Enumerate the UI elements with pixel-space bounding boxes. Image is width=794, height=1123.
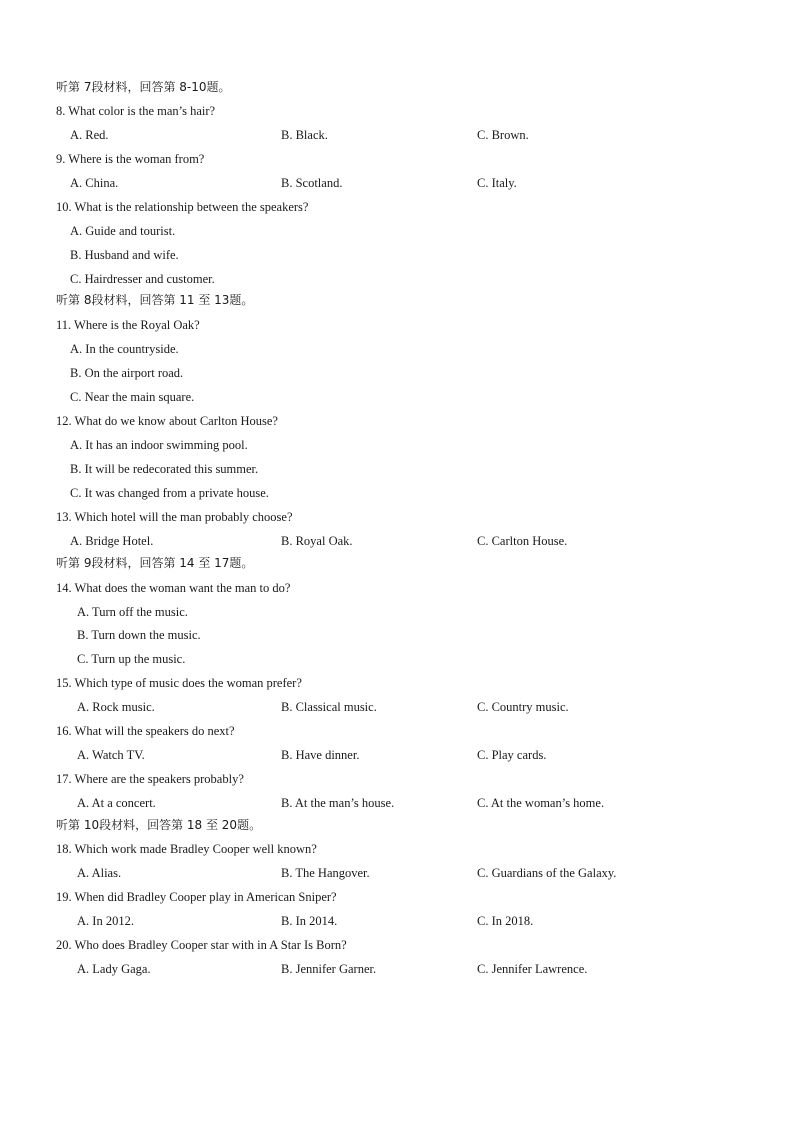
question-10: 10. What is the relationship between the speakers? xyxy=(56,200,309,214)
option-18-a: A. Alias. xyxy=(77,866,122,880)
option-20-b: B. Jennifer Garner. xyxy=(281,962,377,976)
option-8-a: A. Red. xyxy=(70,128,109,142)
question-20: 20. Who does Bradley Cooper star with in A Star Is Born? xyxy=(56,938,347,952)
option-14-c: C. Turn up the music. xyxy=(77,652,186,666)
option-11-b: B. On the airport road. xyxy=(70,366,184,380)
question-16: 16. What will the speakers do next? xyxy=(56,724,235,738)
option-13-b: B. Royal Oak. xyxy=(281,534,353,548)
option-14-a: A. Turn off the music. xyxy=(77,605,188,619)
question-12: 12. What do we know about Carlton House? xyxy=(56,414,278,428)
question-19: 19. When did Bradley Cooper play in American Sniper? xyxy=(56,890,337,904)
option-19-b: B. In 2014. xyxy=(281,914,338,928)
question-8: 8. What color is the man’s hair? xyxy=(56,104,216,118)
option-13-c: C. Carlton House. xyxy=(477,534,568,548)
option-15-c: C. Country music. xyxy=(477,700,569,714)
option-10-b: B. Husband and wife. xyxy=(70,248,179,262)
option-10-c: C. Hairdresser and customer. xyxy=(70,272,215,286)
question-9: 9. Where is the woman from? xyxy=(56,152,205,166)
option-18-c: C. Guardians of the Galaxy. xyxy=(477,866,617,880)
option-19-a: A. In 2012. xyxy=(77,914,134,928)
option-16-b: B. Have dinner. xyxy=(281,748,360,762)
question-13: 13. Which hotel will the man probably choose? xyxy=(56,510,293,524)
option-9-c: C. Italy. xyxy=(477,176,517,190)
option-20-a: A. Lady Gaga. xyxy=(77,962,151,976)
option-12-a: A. It has an indoor swimming pool. xyxy=(70,438,248,452)
section-heading-7: 听第 7段材料，回答第 8-10题。 xyxy=(56,80,231,94)
option-12-c: C. It was changed from a private house. xyxy=(70,486,269,500)
option-17-a: A. At a concert. xyxy=(77,796,156,810)
option-8-b: B. Black. xyxy=(281,128,328,142)
option-16-a: A. Watch TV. xyxy=(77,748,145,762)
option-9-b: B. Scotland. xyxy=(281,176,343,190)
option-17-b: B. At the man’s house. xyxy=(281,796,395,810)
option-9-a: A. China. xyxy=(70,176,119,190)
option-20-c: C. Jennifer Lawrence. xyxy=(477,962,588,976)
option-11-c: C. Near the main square. xyxy=(70,390,195,404)
question-14: 14. What does the woman want the man to do? xyxy=(56,581,291,595)
section-heading-9: 听第 9段材料，回答第 14 至 17题。 xyxy=(56,556,254,570)
question-17: 17. Where are the speakers probably? xyxy=(56,772,244,786)
option-15-a: A. Rock music. xyxy=(77,700,155,714)
option-19-c: C. In 2018. xyxy=(477,914,534,928)
option-12-b: B. It will be redecorated this summer. xyxy=(70,462,259,476)
section-heading-8: 听第 8段材料，回答第 11 至 13题。 xyxy=(56,293,254,307)
option-17-c: C. At the woman’s home. xyxy=(477,796,605,810)
option-15-b: B. Classical music. xyxy=(281,700,377,714)
option-11-a: A. In the countryside. xyxy=(70,342,179,356)
option-10-a: A. Guide and tourist. xyxy=(70,224,176,238)
option-13-a: A. Bridge Hotel. xyxy=(70,534,154,548)
option-18-b: B. The Hangover. xyxy=(281,866,370,880)
question-18: 18. Which work made Bradley Cooper well known? xyxy=(56,842,317,856)
question-11: 11. Where is the Royal Oak? xyxy=(56,318,200,332)
option-8-c: C. Brown. xyxy=(477,128,529,142)
option-14-b: B. Turn down the music. xyxy=(77,628,201,642)
section-heading-10: 听第 10段材料，回答第 18 至 20题。 xyxy=(56,818,262,832)
option-16-c: C. Play cards. xyxy=(477,748,547,762)
question-15: 15. Which type of music does the woman prefer? xyxy=(56,676,302,690)
